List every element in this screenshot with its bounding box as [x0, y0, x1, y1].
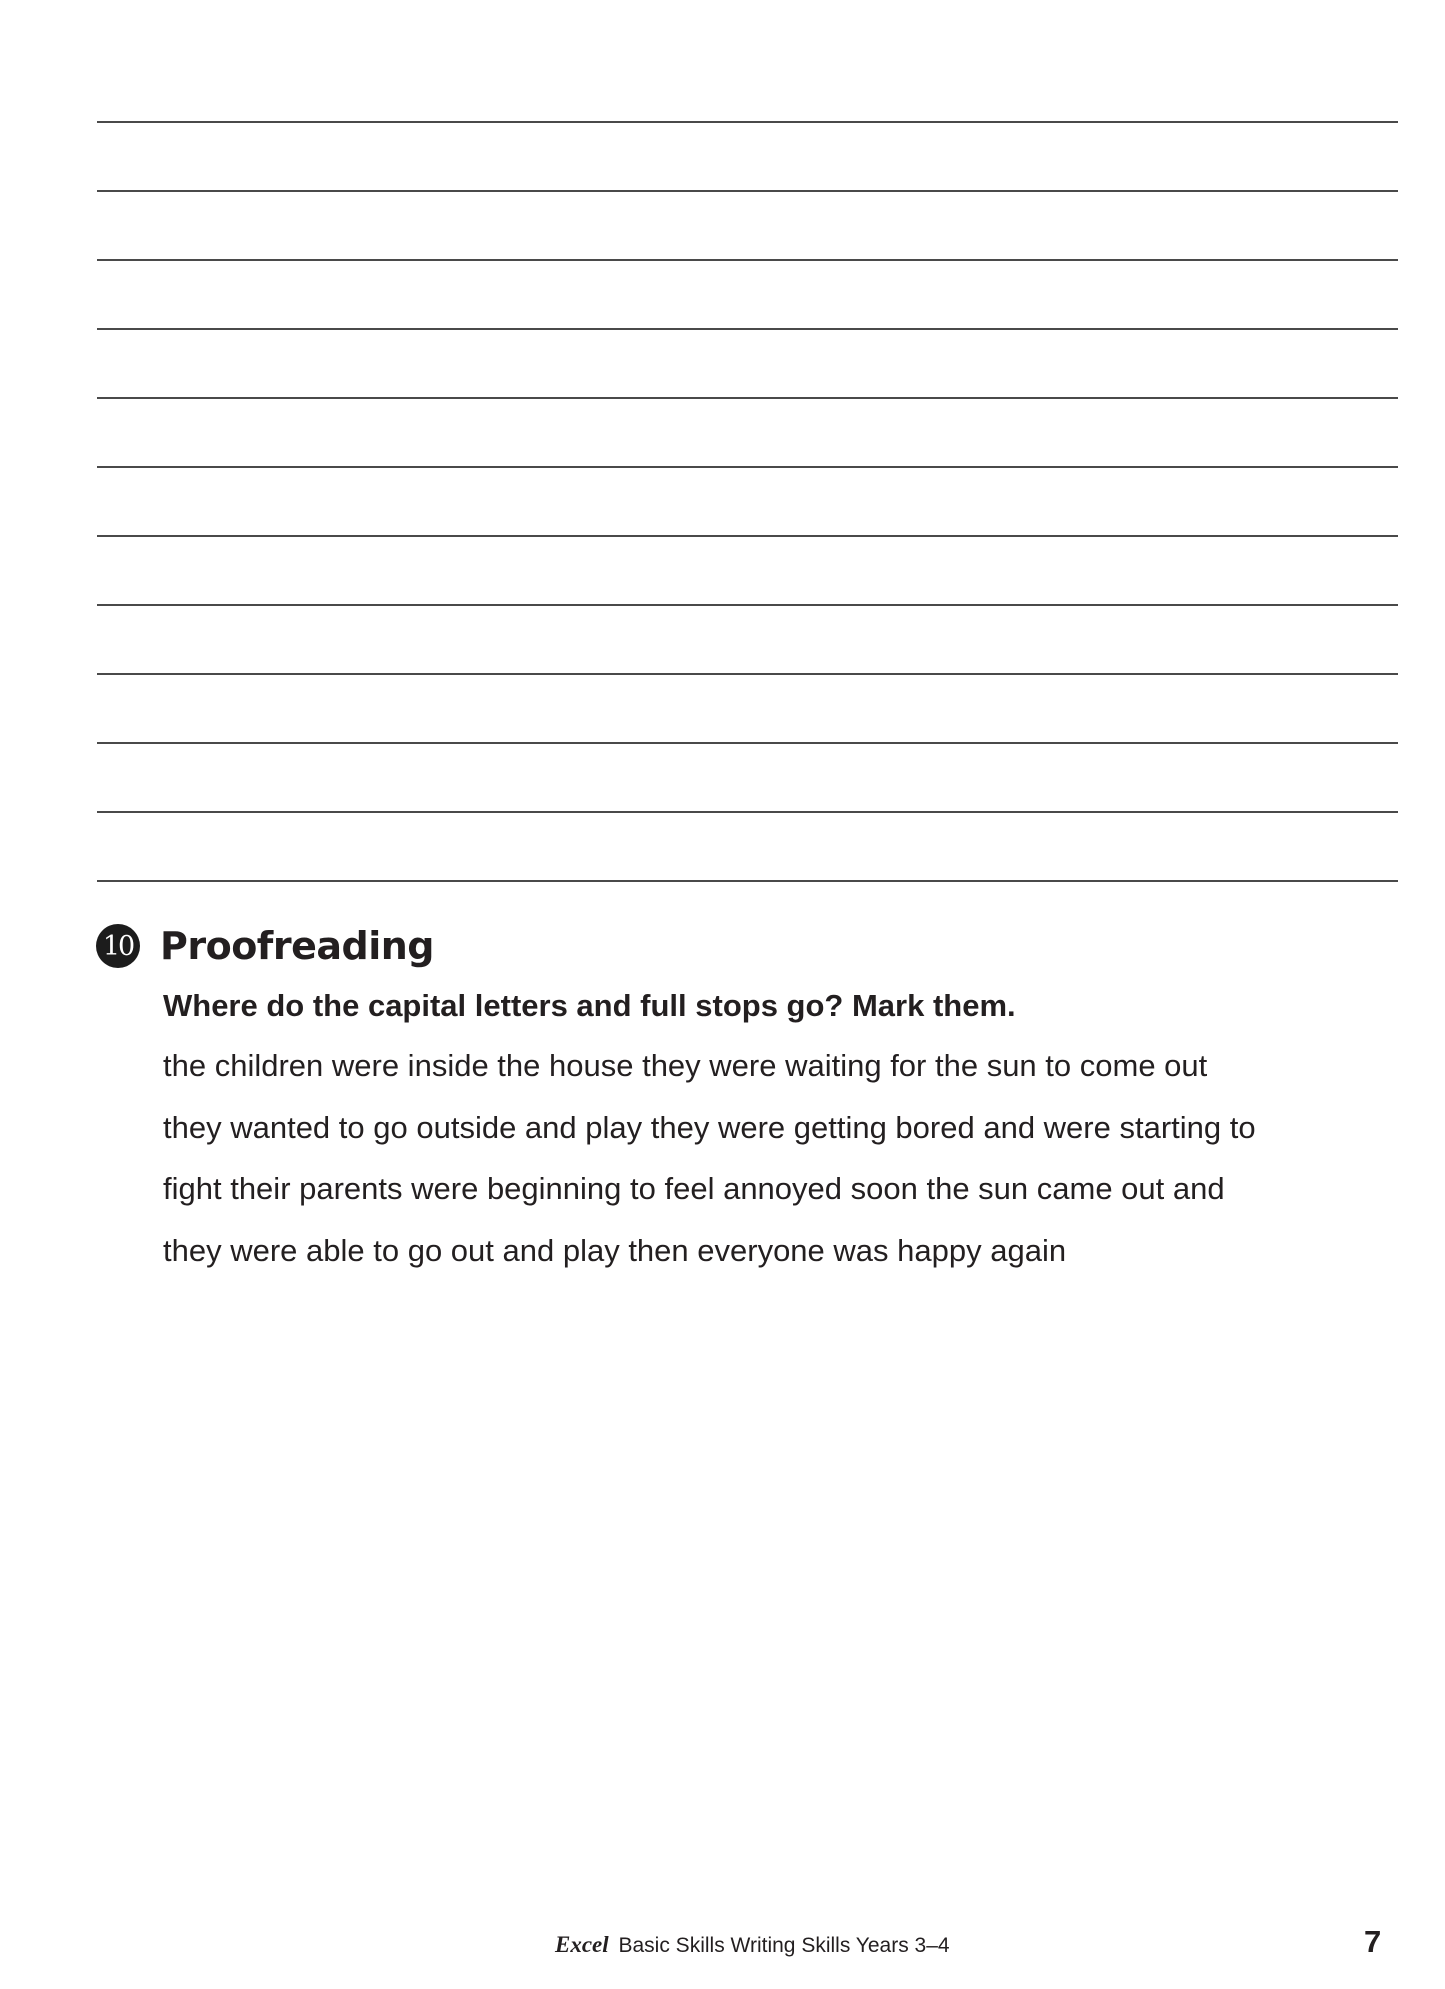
footer-brand: Excel [555, 1932, 609, 1957]
writing-line [97, 397, 1398, 399]
proofreading-passage [163, 1046, 1403, 1292]
writing-lines [97, 0, 1398, 900]
passage-line: they wanted to go outside and play they were getting bored and were starting to [163, 1109, 1256, 1145]
instruction-text: Where do the capital letters and full stops go? Mark them. [163, 988, 1016, 1023]
section-title: Proofreading [160, 924, 434, 968]
page-footer [0, 1924, 1445, 1964]
writing-line [97, 673, 1398, 675]
writing-line [97, 328, 1398, 330]
passage-line: fight their parents were beginning to feel annoyed soon the sun came out and [163, 1171, 1225, 1206]
question-number-badge: 10 [96, 924, 140, 968]
passage-line: they were able to go out and play then everyone was happy again [163, 1232, 1067, 1268]
writing-line [97, 742, 1398, 744]
writing-line [97, 811, 1398, 813]
writing-line [97, 121, 1398, 123]
writing-line [97, 466, 1398, 468]
writing-line [97, 604, 1398, 606]
writing-line [97, 535, 1398, 537]
writing-line [97, 190, 1398, 192]
page-number: 7 [1364, 1924, 1382, 1959]
proofreading-section [96, 918, 1396, 1268]
writing-line [97, 880, 1398, 882]
passage-line: the children were inside the house they were waiting for the sun to come out [163, 1048, 1208, 1083]
writing-line [97, 259, 1398, 261]
section-heading [96, 918, 1396, 974]
footer-title: Basic Skills Writing Skills Years 3–4 [618, 1934, 950, 1957]
footer-credit [555, 1932, 950, 1958]
